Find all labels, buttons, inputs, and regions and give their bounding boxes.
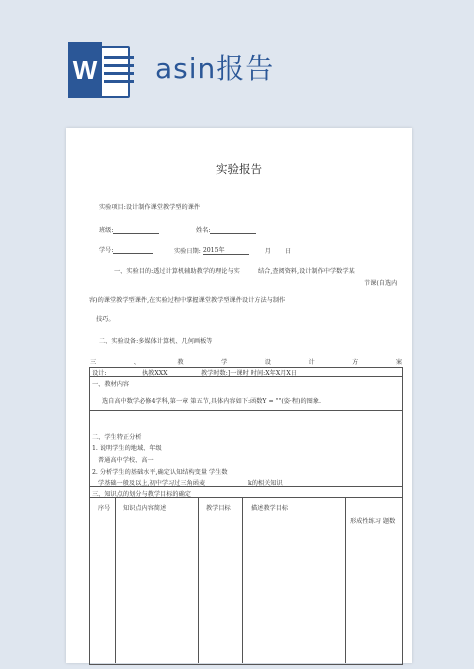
name-label: 姓名: bbox=[196, 227, 211, 234]
purpose-line-1a: 一、实验目的:透过计算机辅助教学的理论与实 bbox=[114, 268, 240, 275]
column-divider bbox=[242, 497, 243, 663]
date-value: 2015年 bbox=[203, 245, 249, 255]
teacher-name: 执教XXX bbox=[142, 370, 168, 377]
column-divider bbox=[198, 497, 199, 663]
column-divider bbox=[345, 497, 346, 663]
id-field bbox=[99, 245, 153, 254]
purpose-line-1c: 节课(自选内 bbox=[364, 280, 398, 287]
doc-title: 实验报告 bbox=[216, 162, 262, 176]
design-label: 设计: bbox=[92, 368, 124, 377]
table-header-index: 序号 bbox=[98, 505, 111, 512]
section-1-text: 选自高中数学必修4学科,第一章 第五节,具体内容如下:函数Y = ""(姿·程)的图象. bbox=[102, 398, 322, 405]
teaching-hours: 教学时数:]一课时 时间:X年X月X日 bbox=[201, 370, 298, 377]
section-2-title: 二、学生特正分析 bbox=[92, 434, 142, 441]
project-line: 实验项目:设计制作课堂教学型的课件 bbox=[99, 204, 201, 211]
section-2-item-2-text-b: k的相关知识 bbox=[248, 480, 283, 487]
class-label: 班级: bbox=[99, 227, 114, 234]
equipment-line: 二、实验设备:多媒体计算机、几何画板等 bbox=[99, 338, 213, 345]
table-header-content: 知识点内容简述 bbox=[123, 505, 167, 512]
class-field bbox=[99, 225, 159, 234]
document-page bbox=[66, 128, 412, 663]
date-label: 实验日期: bbox=[174, 248, 201, 255]
word-icon bbox=[68, 42, 128, 98]
plan-heading: 三 、 教 学 设 计 方 案 bbox=[90, 359, 402, 366]
day-label: 日 bbox=[284, 248, 292, 255]
banner bbox=[0, 0, 474, 120]
name-field bbox=[196, 225, 256, 234]
section-2-item-2: 2. 分析学生的基础水平,确定认知结构变量 学生数 bbox=[92, 469, 228, 476]
table-header-exercises: 形成性练习 题数 bbox=[350, 518, 396, 525]
row-divider bbox=[89, 497, 402, 498]
row-divider bbox=[89, 486, 402, 487]
date-field bbox=[174, 245, 291, 255]
purpose-line-1b: 结合,查阅资料,设计制作中学数学某 bbox=[258, 268, 355, 275]
table-header-goal: 教学目标 bbox=[206, 505, 231, 512]
id-label: 学号: bbox=[99, 247, 114, 254]
column-divider bbox=[115, 497, 116, 663]
section-3-title: 三、知识点的划分与教学目标的确定 bbox=[92, 491, 191, 498]
word-letter: W bbox=[68, 42, 102, 98]
banner-title: asin报告 bbox=[155, 52, 275, 85]
section-1-title: 一、教材内容 bbox=[92, 381, 130, 388]
row-divider bbox=[89, 376, 402, 377]
row-divider bbox=[89, 410, 402, 411]
section-2-item-2-text-a: 学基础一般及以上,初中学习过三角函麦 bbox=[98, 480, 206, 487]
month-label: 月 bbox=[264, 248, 271, 255]
purpose-line-3: 技巧。 bbox=[96, 316, 115, 323]
table-header-goal-desc: 描述教学目标 bbox=[251, 505, 289, 512]
section-2-item-1-text: 普通高中学校、高一 bbox=[98, 457, 154, 464]
purpose-line-2: 容)的课堂教学型课件,在实验过程中掌握课堂教学型课件设计方法与制作 bbox=[89, 297, 286, 304]
section-2-item-1: 1. 说明学生的地域、年级 bbox=[92, 445, 162, 452]
